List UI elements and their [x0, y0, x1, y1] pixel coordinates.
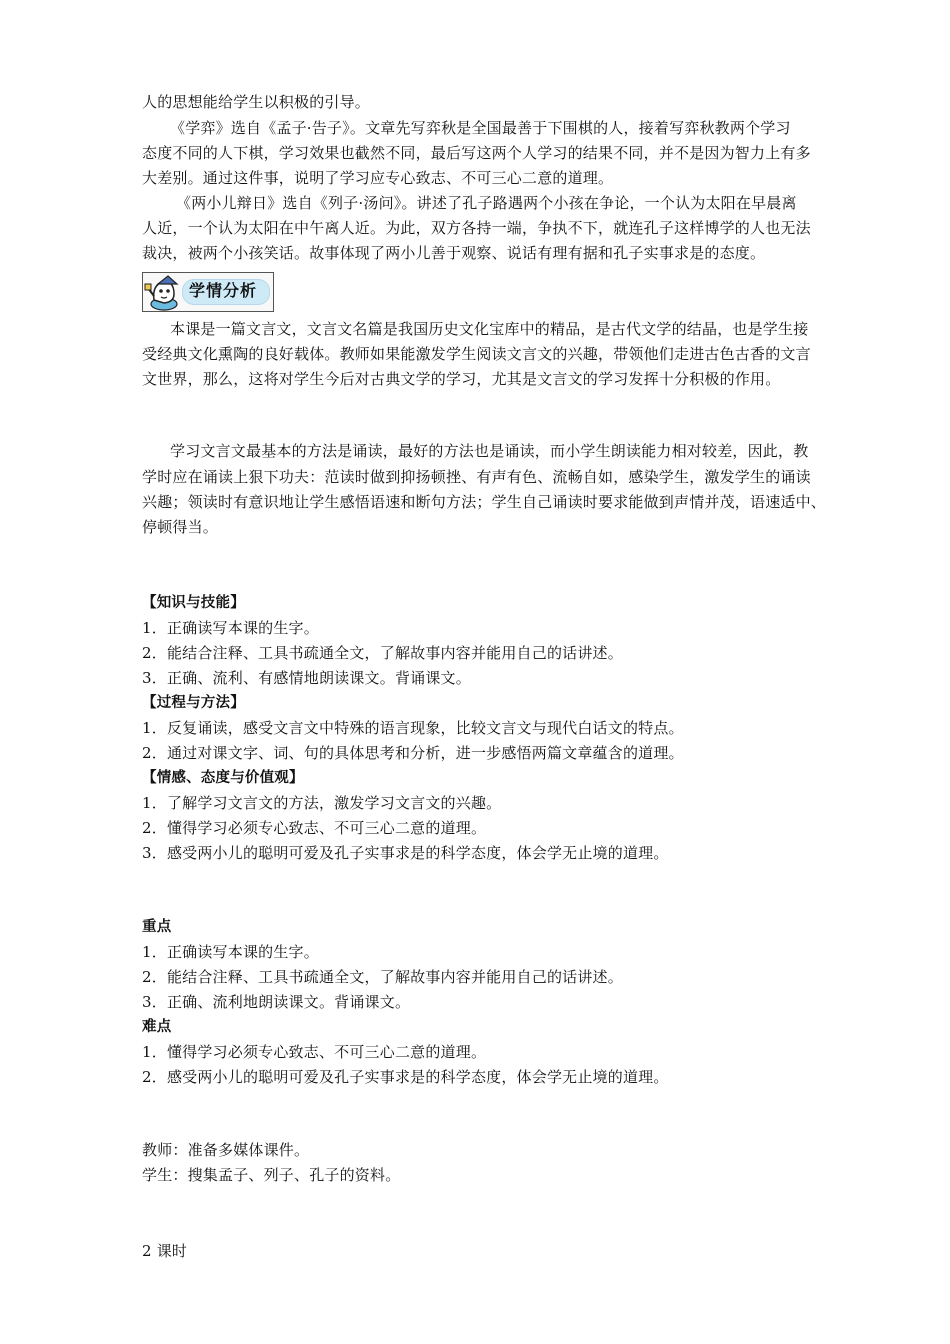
objective-item: 1．了解学习文言文的方法，激发学习文言文的兴趣。 [142, 794, 502, 812]
difficult-points-heading: 难点 [142, 1019, 172, 1035]
objective-item: 1．正确读写本课的生字。 [142, 619, 319, 637]
emotion-heading: 【情感、态度与价值观】 [142, 770, 304, 786]
objective-item: 2．懂得学习必须专心致志、不可三心二意的道理。 [142, 819, 487, 837]
class-hours: 2 课时 [142, 1242, 188, 1260]
objective-item: 2．能结合注释、工具书疏通全文，了解故事内容并能用自己的话讲述。 [142, 644, 623, 662]
key-point-item: 2．能结合注释、工具书疏通全文，了解故事内容并能用自己的话讲述。 [142, 968, 623, 986]
key-point-item: 1．正确读写本课的生字。 [142, 943, 319, 961]
key-points-heading: 重点 [142, 919, 172, 935]
analysis-paragraph-line: 本课是一篇文言文，文言文名篇是我国历史文化宝库中的精品，是古代文学的结晶，也是学生接 [170, 320, 809, 338]
objective-item: 1．反复诵读，感受文言文中特殊的语言现象，比较文言文与现代白话文的特点。 [142, 719, 684, 737]
knowledge-heading: 【知识与技能】 [142, 595, 245, 611]
analysis-paragraph-line: 学习文言文最基本的方法是诵读，最好的方法也是诵读，而小学生朗读能力相对较差，因此，教 [170, 442, 809, 460]
analysis-paragraph-line: 文世界，那么，这将对学生今后对古典文学的学习，尤其是文言文的学习发挥十分积极的作用。 [142, 370, 781, 388]
student-preparation: 学生：搜集孟子、列子、孔子的资料。 [142, 1166, 401, 1184]
cartoon-character-icon [144, 270, 186, 312]
difficult-point-item: 2．感受两小儿的聪明可爱及孔子实事求是的科学态度，体会学无止境的道理。 [142, 1068, 669, 1086]
liangxiaoer-paragraph-line: 裁决，被两个小孩笑话。故事体现了两小儿善于观察、说话有理有据和孔子实事求是的态度。 [142, 244, 766, 262]
key-point-item: 3．正确、流利地朗读课文。背诵课文。 [142, 993, 411, 1011]
objective-item: 3．正确、流利、有感情地朗读课文。背诵课文。 [142, 669, 471, 687]
xueyi-paragraph-line: 态度不同的人下棋，学习效果也截然不同，最后写这两个人学习的结果不同，并不是因为智力上有多 [142, 144, 811, 162]
process-heading: 【过程与方法】 [142, 695, 245, 711]
difficult-point-item: 1．懂得学习必须专心致志、不可三心二意的道理。 [142, 1043, 487, 1061]
objective-item: 3．感受两小儿的聪明可爱及孔子实事求是的科学态度，体会学无止境的道理。 [142, 844, 669, 862]
section-badge [142, 270, 274, 312]
intro-line: 人的思想能给学生以积极的引导。 [142, 93, 371, 111]
liangxiaoer-paragraph-line: 人近，一个认为太阳在中午离人近。为此，双方各持一端，争执不下，就连孔子这样博学的人也无法 [142, 219, 811, 237]
teacher-preparation: 教师：准备多媒体课件。 [142, 1141, 310, 1159]
xueyi-paragraph-line: 大差别。通过这件事，说明了学习应专心致志、不可三心二意的道理。 [142, 169, 614, 187]
xueyi-paragraph-line: 《学弈》选自《孟子·告子》。文章先写弈秋是全国最善于下围棋的人，接着写弈秋教两个学习 [170, 119, 791, 137]
analysis-paragraph-line: 兴趣；领读时有意识地让学生感悟语速和断句方法；学生自己诵读时要求能做到声情并茂，语速适中、 [142, 493, 827, 511]
analysis-paragraph-line: 停顿得当。 [142, 518, 219, 536]
analysis-paragraph-line: 受经典文化熏陶的良好载体。教师如果能激发学生阅读文言文的兴趣，带领他们走进古色古香的文言 [142, 345, 811, 363]
liangxiaoer-paragraph-line: 《两小儿辩日》选自《列子·汤问》。讲述了孔子路遇两个小孩在争论，一个认为太阳在早晨离 [176, 194, 797, 212]
analysis-paragraph-line: 学时应在诵读上狠下功夫：范读时做到抑扬顿挫、有声有色、流畅自如，感染学生，激发学生的诵读 [142, 468, 811, 486]
objective-item: 2．通过对课文字、词、句的具体思考和分析，进一步感悟两篇文章蕴含的道理。 [142, 744, 684, 762]
badge-label: 学情分析 [189, 281, 258, 300]
